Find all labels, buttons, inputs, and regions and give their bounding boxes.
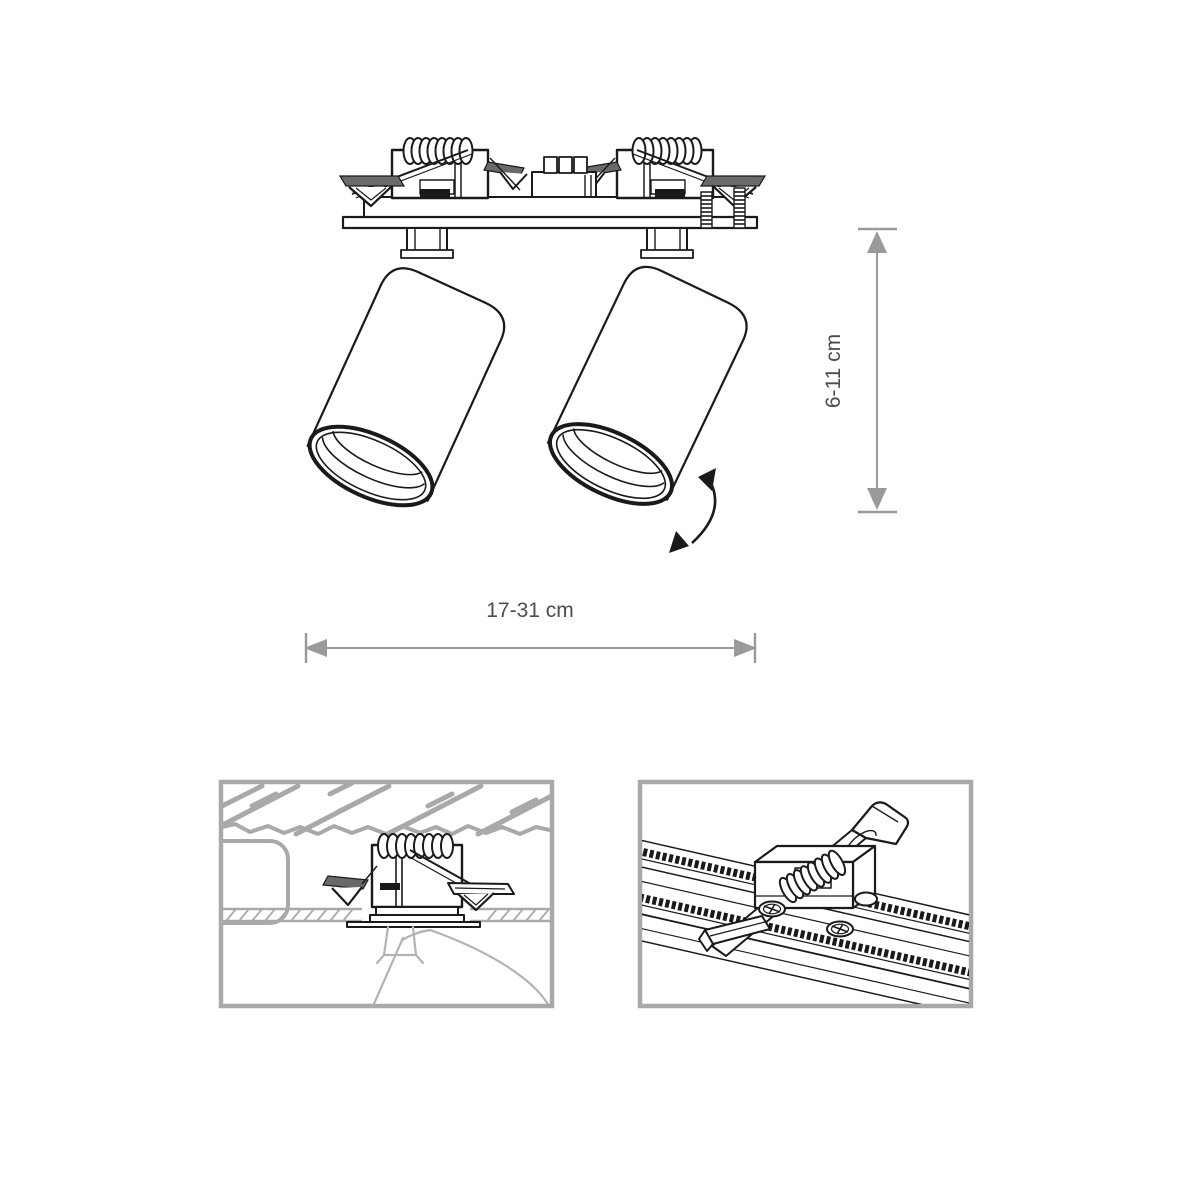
spring-clip-left	[340, 138, 527, 206]
mounting-screw-icon	[827, 922, 853, 937]
coil-spring-icon	[633, 138, 702, 164]
coil-spring-icon	[404, 138, 473, 164]
connector-block	[532, 157, 596, 197]
height-dimension	[822, 229, 897, 512]
spotlight-cylinder-left	[298, 260, 512, 521]
inset-panel-track	[579, 782, 1069, 1033]
width-dimension-label: 17-31 cm	[486, 599, 574, 622]
coil-spring-icon	[378, 834, 453, 858]
mounting-screw-icon	[759, 902, 785, 917]
height-dimension-label: 6-11 cm	[822, 333, 845, 409]
bracket-right	[641, 228, 693, 258]
mounting-plate	[343, 197, 757, 228]
fixture-drawing	[298, 138, 765, 553]
bracket-left	[401, 228, 453, 258]
screw-thread-icon	[701, 192, 712, 228]
width-dimension	[304, 599, 757, 663]
inset-panel-recessed	[140, 782, 571, 1006]
spotlight-cylinder-right	[538, 259, 755, 521]
screw-thread-icon	[734, 188, 745, 228]
